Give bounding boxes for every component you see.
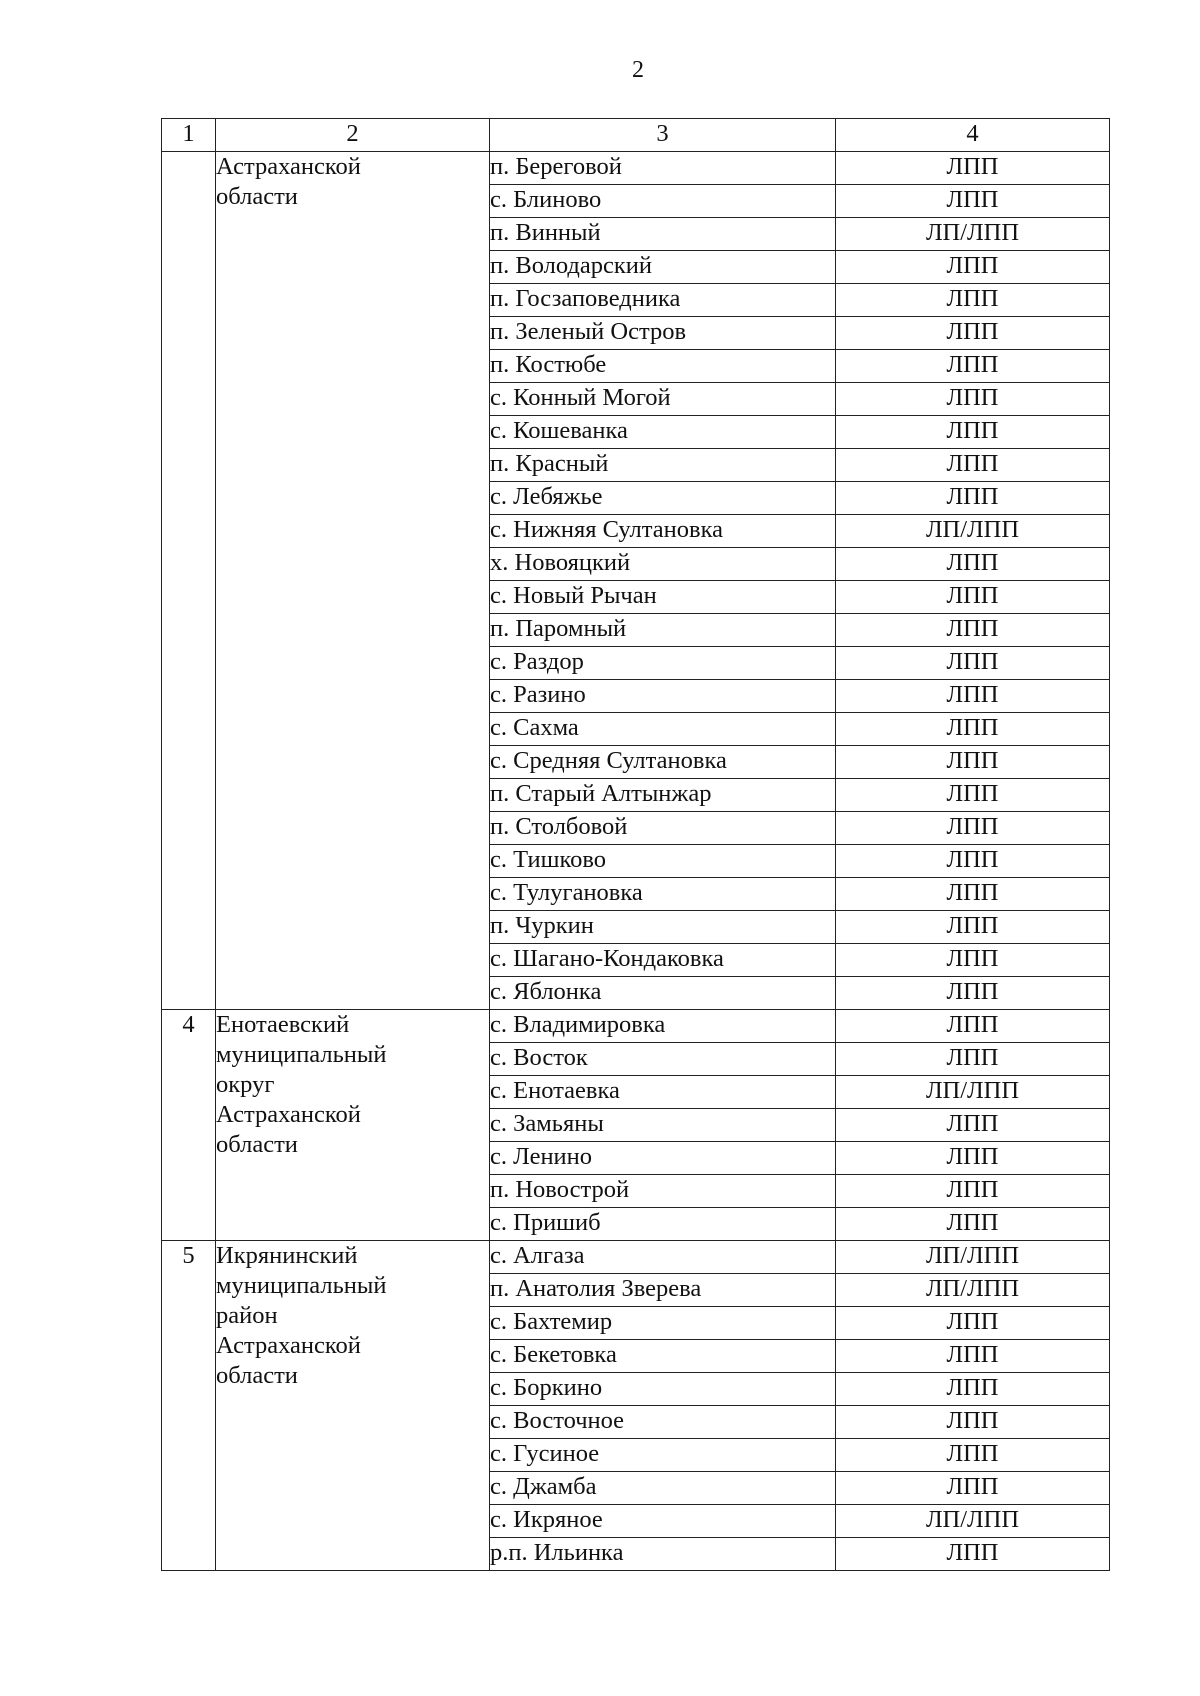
column-header: 3 xyxy=(490,119,836,152)
column-header: 1 xyxy=(162,119,216,152)
settlement-type-code: ЛП/ЛПП xyxy=(836,1241,1110,1274)
settlement-type-code: ЛП/ЛПП xyxy=(836,515,1110,548)
settlement-type-code: ЛПП xyxy=(836,680,1110,713)
settlement-name: с. Раздор xyxy=(490,647,836,680)
column-header: 2 xyxy=(216,119,490,152)
settlement-name: с. Восток xyxy=(490,1043,836,1076)
settlement-type-code: ЛП/ЛПП xyxy=(836,218,1110,251)
row-number: 4 xyxy=(162,1010,216,1241)
settlement-type-code: ЛПП xyxy=(836,1472,1110,1505)
district-name-line: Астраханской xyxy=(216,1332,361,1359)
settlement-type-code: ЛПП xyxy=(836,1439,1110,1472)
settlement-name: п. Старый Алтынжар xyxy=(490,779,836,812)
row-number: 5 xyxy=(162,1241,216,1571)
settlement-type-code: ЛПП xyxy=(836,1373,1110,1406)
settlement-name: п. Госзаповедника xyxy=(490,284,836,317)
settlement-name: с. Яблонка xyxy=(490,977,836,1010)
row-number xyxy=(162,152,216,1010)
settlement-type-code: ЛПП xyxy=(836,1307,1110,1340)
page-number: 2 xyxy=(632,57,644,83)
settlement-type-code: ЛПП xyxy=(836,284,1110,317)
settlement-type-code: ЛПП xyxy=(836,482,1110,515)
settlement-name: п. Винный xyxy=(490,218,836,251)
settlement-name: п. Столбовой xyxy=(490,812,836,845)
settlement-name: с. Джамба xyxy=(490,1472,836,1505)
settlement-type-code: ЛПП xyxy=(836,449,1110,482)
settlement-name: п. Красный xyxy=(490,449,836,482)
settlement-name: п. Новострой xyxy=(490,1175,836,1208)
settlement-type-code: ЛПП xyxy=(836,185,1110,218)
district-name-line: Астраханской xyxy=(216,1101,361,1128)
settlement-type-code: ЛПП xyxy=(836,1010,1110,1043)
settlement-type-code: ЛПП xyxy=(836,1340,1110,1373)
settlement-type-code: ЛПП xyxy=(836,251,1110,284)
settlement-name: с. Средняя Султановка xyxy=(490,746,836,779)
district-name-line: округ xyxy=(216,1071,275,1098)
settlement-type-code: ЛПП xyxy=(836,581,1110,614)
district-name xyxy=(216,1010,490,1241)
settlement-name: с. Новый Рычан xyxy=(490,581,836,614)
settlement-name: с. Енотаевка xyxy=(490,1076,836,1109)
settlement-name: с. Сахма xyxy=(490,713,836,746)
district-name-line: области xyxy=(216,183,298,210)
settlement-name: с. Гусиное xyxy=(490,1439,836,1472)
settlement-name: х. Новояцкий xyxy=(490,548,836,581)
table-row xyxy=(162,1241,1110,1274)
settlement-name: с. Конный Могой xyxy=(490,383,836,416)
table-row xyxy=(162,1010,1110,1043)
settlement-name: с. Бекетовка xyxy=(490,1340,836,1373)
settlement-name: с. Нижняя Султановка xyxy=(490,515,836,548)
table-body xyxy=(162,152,1110,1571)
settlement-name: п. Володарский xyxy=(490,251,836,284)
settlement-name: с. Кошеванка xyxy=(490,416,836,449)
district-name-line: муниципальный xyxy=(216,1272,387,1299)
district-name xyxy=(216,1241,490,1571)
district-name-line: Икрянинский xyxy=(216,1242,358,1269)
settlement-name: с. Шагано-Кондаковка xyxy=(490,944,836,977)
settlement-type-code: ЛПП xyxy=(836,878,1110,911)
settlement-name: р.п. Ильинка xyxy=(490,1538,836,1571)
settlement-type-code: ЛПП xyxy=(836,152,1110,185)
settlement-type-code: ЛП/ЛПП xyxy=(836,1076,1110,1109)
district-name-line: муниципальный xyxy=(216,1041,387,1068)
settlement-name: п. Анатолия Зверева xyxy=(490,1274,836,1307)
settlement-type-code: ЛПП xyxy=(836,1109,1110,1142)
settlement-name: с. Восточное xyxy=(490,1406,836,1439)
settlement-name: п. Костюбе xyxy=(490,350,836,383)
settlement-name: п. Паромный xyxy=(490,614,836,647)
settlement-type-code: ЛП/ЛПП xyxy=(836,1505,1110,1538)
settlement-name: с. Лебяжье xyxy=(490,482,836,515)
settlement-type-code: ЛПП xyxy=(836,383,1110,416)
settlement-name: с. Алгаза xyxy=(490,1241,836,1274)
settlement-type-code: ЛПП xyxy=(836,845,1110,878)
settlement-type-code: ЛПП xyxy=(836,779,1110,812)
district-name-line: район xyxy=(216,1302,278,1329)
district-name-line: области xyxy=(216,1131,298,1158)
column-header: 4 xyxy=(836,119,1110,152)
district-name-line: Астраханской xyxy=(216,153,361,180)
settlement-type-code: ЛПП xyxy=(836,713,1110,746)
settlement-name: с. Тишково xyxy=(490,845,836,878)
settlement-name: с. Владимировка xyxy=(490,1010,836,1043)
settlement-name: с. Бахтемир xyxy=(490,1307,836,1340)
settlement-type-code: ЛПП xyxy=(836,350,1110,383)
settlement-type-code: ЛПП xyxy=(836,944,1110,977)
settlement-name: п. Чуркин xyxy=(490,911,836,944)
district-name xyxy=(216,152,490,1010)
settlement-type-code: ЛПП xyxy=(836,1538,1110,1571)
settlement-name: с. Пришиб xyxy=(490,1208,836,1241)
district-name-line: области xyxy=(216,1362,298,1389)
settlement-type-code: ЛПП xyxy=(836,1406,1110,1439)
settlement-type-code: ЛПП xyxy=(836,746,1110,779)
settlement-name: п. Зеленый Остров xyxy=(490,317,836,350)
settlement-type-code: ЛПП xyxy=(836,977,1110,1010)
settlements-table xyxy=(161,118,1110,1571)
district-name-line: Енотаевский xyxy=(216,1011,350,1038)
settlement-name: с. Разино xyxy=(490,680,836,713)
settlement-type-code: ЛПП xyxy=(836,1175,1110,1208)
settlement-type-code: ЛПП xyxy=(836,548,1110,581)
settlement-type-code: ЛПП xyxy=(836,812,1110,845)
settlement-type-code: ЛПП xyxy=(836,1043,1110,1076)
settlement-name: с. Тулугановка xyxy=(490,878,836,911)
settlement-type-code: ЛПП xyxy=(836,1208,1110,1241)
settlement-type-code: ЛПП xyxy=(836,416,1110,449)
settlement-type-code: ЛПП xyxy=(836,317,1110,350)
table-row xyxy=(162,152,1110,185)
settlement-name: с. Боркино xyxy=(490,1373,836,1406)
settlement-type-code: ЛПП xyxy=(836,911,1110,944)
settlement-name: с. Блиново xyxy=(490,185,836,218)
settlement-type-code: ЛПП xyxy=(836,614,1110,647)
settlement-type-code: ЛП/ЛПП xyxy=(836,1274,1110,1307)
settlement-name: с. Замьяны xyxy=(490,1109,836,1142)
table-header-row xyxy=(162,119,1110,152)
settlement-name: с. Икряное xyxy=(490,1505,836,1538)
settlement-type-code: ЛПП xyxy=(836,647,1110,680)
settlement-type-code: ЛПП xyxy=(836,1142,1110,1175)
settlement-name: с. Ленино xyxy=(490,1142,836,1175)
settlement-name: п. Береговой xyxy=(490,152,836,185)
